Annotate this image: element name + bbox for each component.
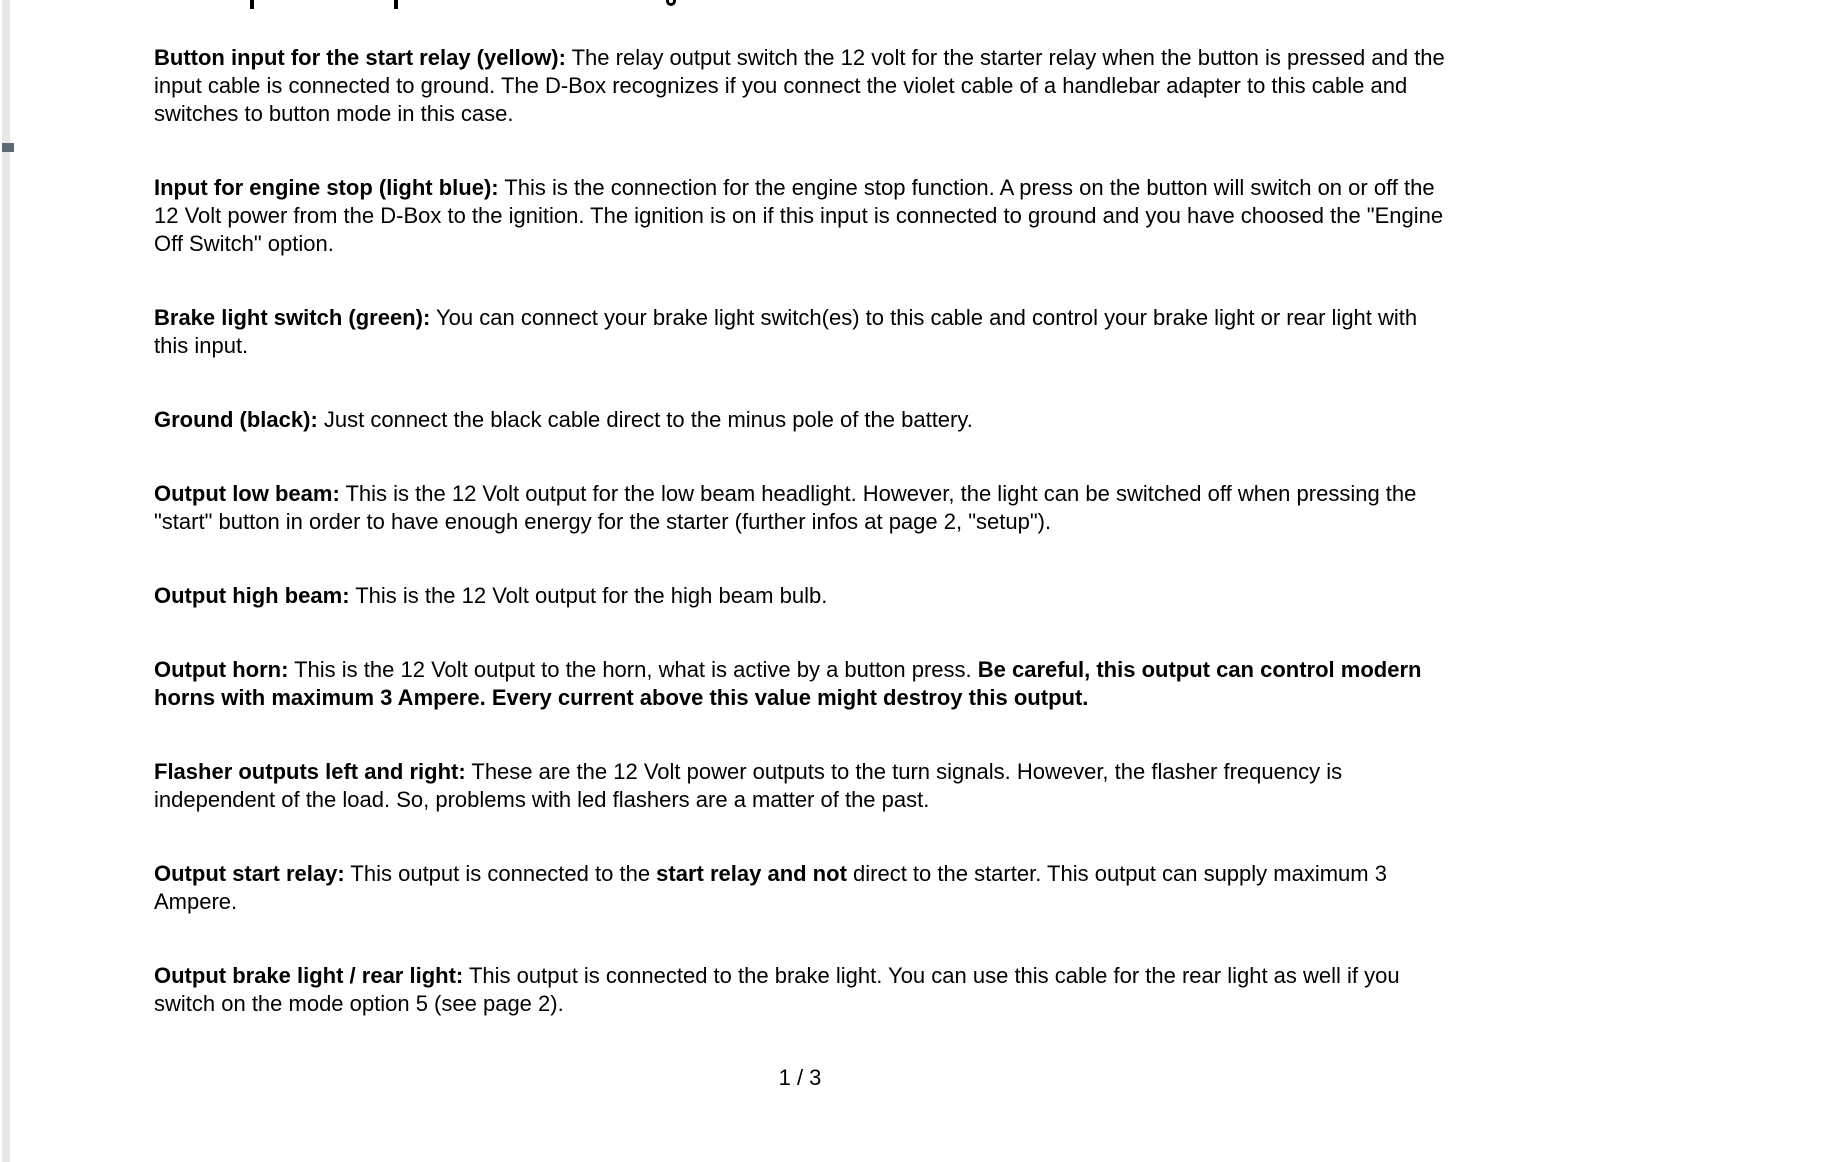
paragraph-text-bold: start relay and not: [656, 861, 847, 886]
paragraph: [154, 656, 1446, 712]
paragraph-text-bold: Input for engine stop (light blue):: [154, 175, 499, 200]
paragraph: [154, 962, 1446, 1018]
gutter-mark: [2, 143, 14, 152]
descender-fragment: [250, 0, 254, 9]
paragraph-text-bold: Brake light switch (green):: [154, 305, 431, 330]
paragraph-text: Just connect the black cable direct to the minus pole of the battery.: [317, 407, 973, 432]
paragraph-text: These are the 12 Volt power outputs to the turn signals. However, the flasher frequency is independent of the load. So, problems with led flashers are a matter of the past.: [154, 759, 1343, 812]
paragraph-text-bold: Output high beam:: [154, 583, 350, 608]
cropped-text-line: [0, 0, 1824, 10]
paragraph: [154, 480, 1446, 536]
page-content: [154, 44, 1446, 1092]
descender-fragment: [666, 0, 676, 6]
paragraph-text-bold: Output horn:: [154, 657, 289, 682]
paragraph-text-bold: Be careful, this output can control modern horns with maximum 3 Ampere. Every current above this value might destroy this output.: [154, 657, 1422, 710]
paragraph-text: You can connect your brake light switch(es) to this cable and control your brake light or rear light with this input.: [154, 305, 1418, 358]
paragraph-text: direct to the starter. This output can supply maximum 3 Ampere.: [154, 861, 1387, 914]
paragraph: [154, 44, 1446, 128]
paragraph-text-bold: Flasher outputs left and right:: [154, 759, 466, 784]
paragraph-text-bold: Output brake light / rear light:: [154, 963, 464, 988]
paragraph-text-bold: Output low beam:: [154, 481, 340, 506]
paragraph-text-bold: Button input for the start relay (yellow):: [154, 45, 566, 70]
paragraph-text-bold: Ground (black):: [154, 407, 318, 432]
paragraph-text: This output is connected to the brake light. You can use this cable for the rear light as well if you switch on the mode option 5 (see page 2).: [154, 963, 1400, 1016]
paragraph-text: This is the 12 Volt output to the horn, what is active by a button press.: [288, 657, 978, 682]
paragraph-text-bold: Output start relay:: [154, 861, 345, 886]
paragraph-text: This output is connected to the: [344, 861, 657, 886]
descender-fragment: [394, 0, 398, 9]
paragraph: [154, 304, 1446, 360]
paragraph-text: The relay output switch the 12 volt for the starter relay when the button is pressed and the input cable is connected to ground. The D-Box recognizes if you connect the violet cable of a handlebar adapter to this cable and switches to button mode in this case.: [154, 45, 1445, 126]
paragraph-text: This is the 12 Volt output for the low beam headlight. However, the light can be switched off when pressing the "start" button in order to have enough energy for the starter (further infos at page 2, "setup").: [154, 481, 1417, 534]
paragraph: [154, 406, 1446, 434]
page-number: 1 / 3: [778, 1065, 822, 1090]
viewer-left-gutter: [2, 0, 10, 1162]
paragraph-text: This is the connection for the engine stop function. A press on the button will switch on or off the 12 Volt power from the D-Box to the ignition. The ignition is on if this input is connected to ground and you have choosed the "Engine Off Switch" option.: [154, 175, 1444, 256]
paragraph: [154, 174, 1446, 258]
paragraph: [154, 582, 1446, 610]
paragraph: [154, 758, 1446, 814]
paragraph: [154, 860, 1446, 916]
paragraph-text: This is the 12 Volt output for the high beam bulb.: [349, 583, 828, 608]
